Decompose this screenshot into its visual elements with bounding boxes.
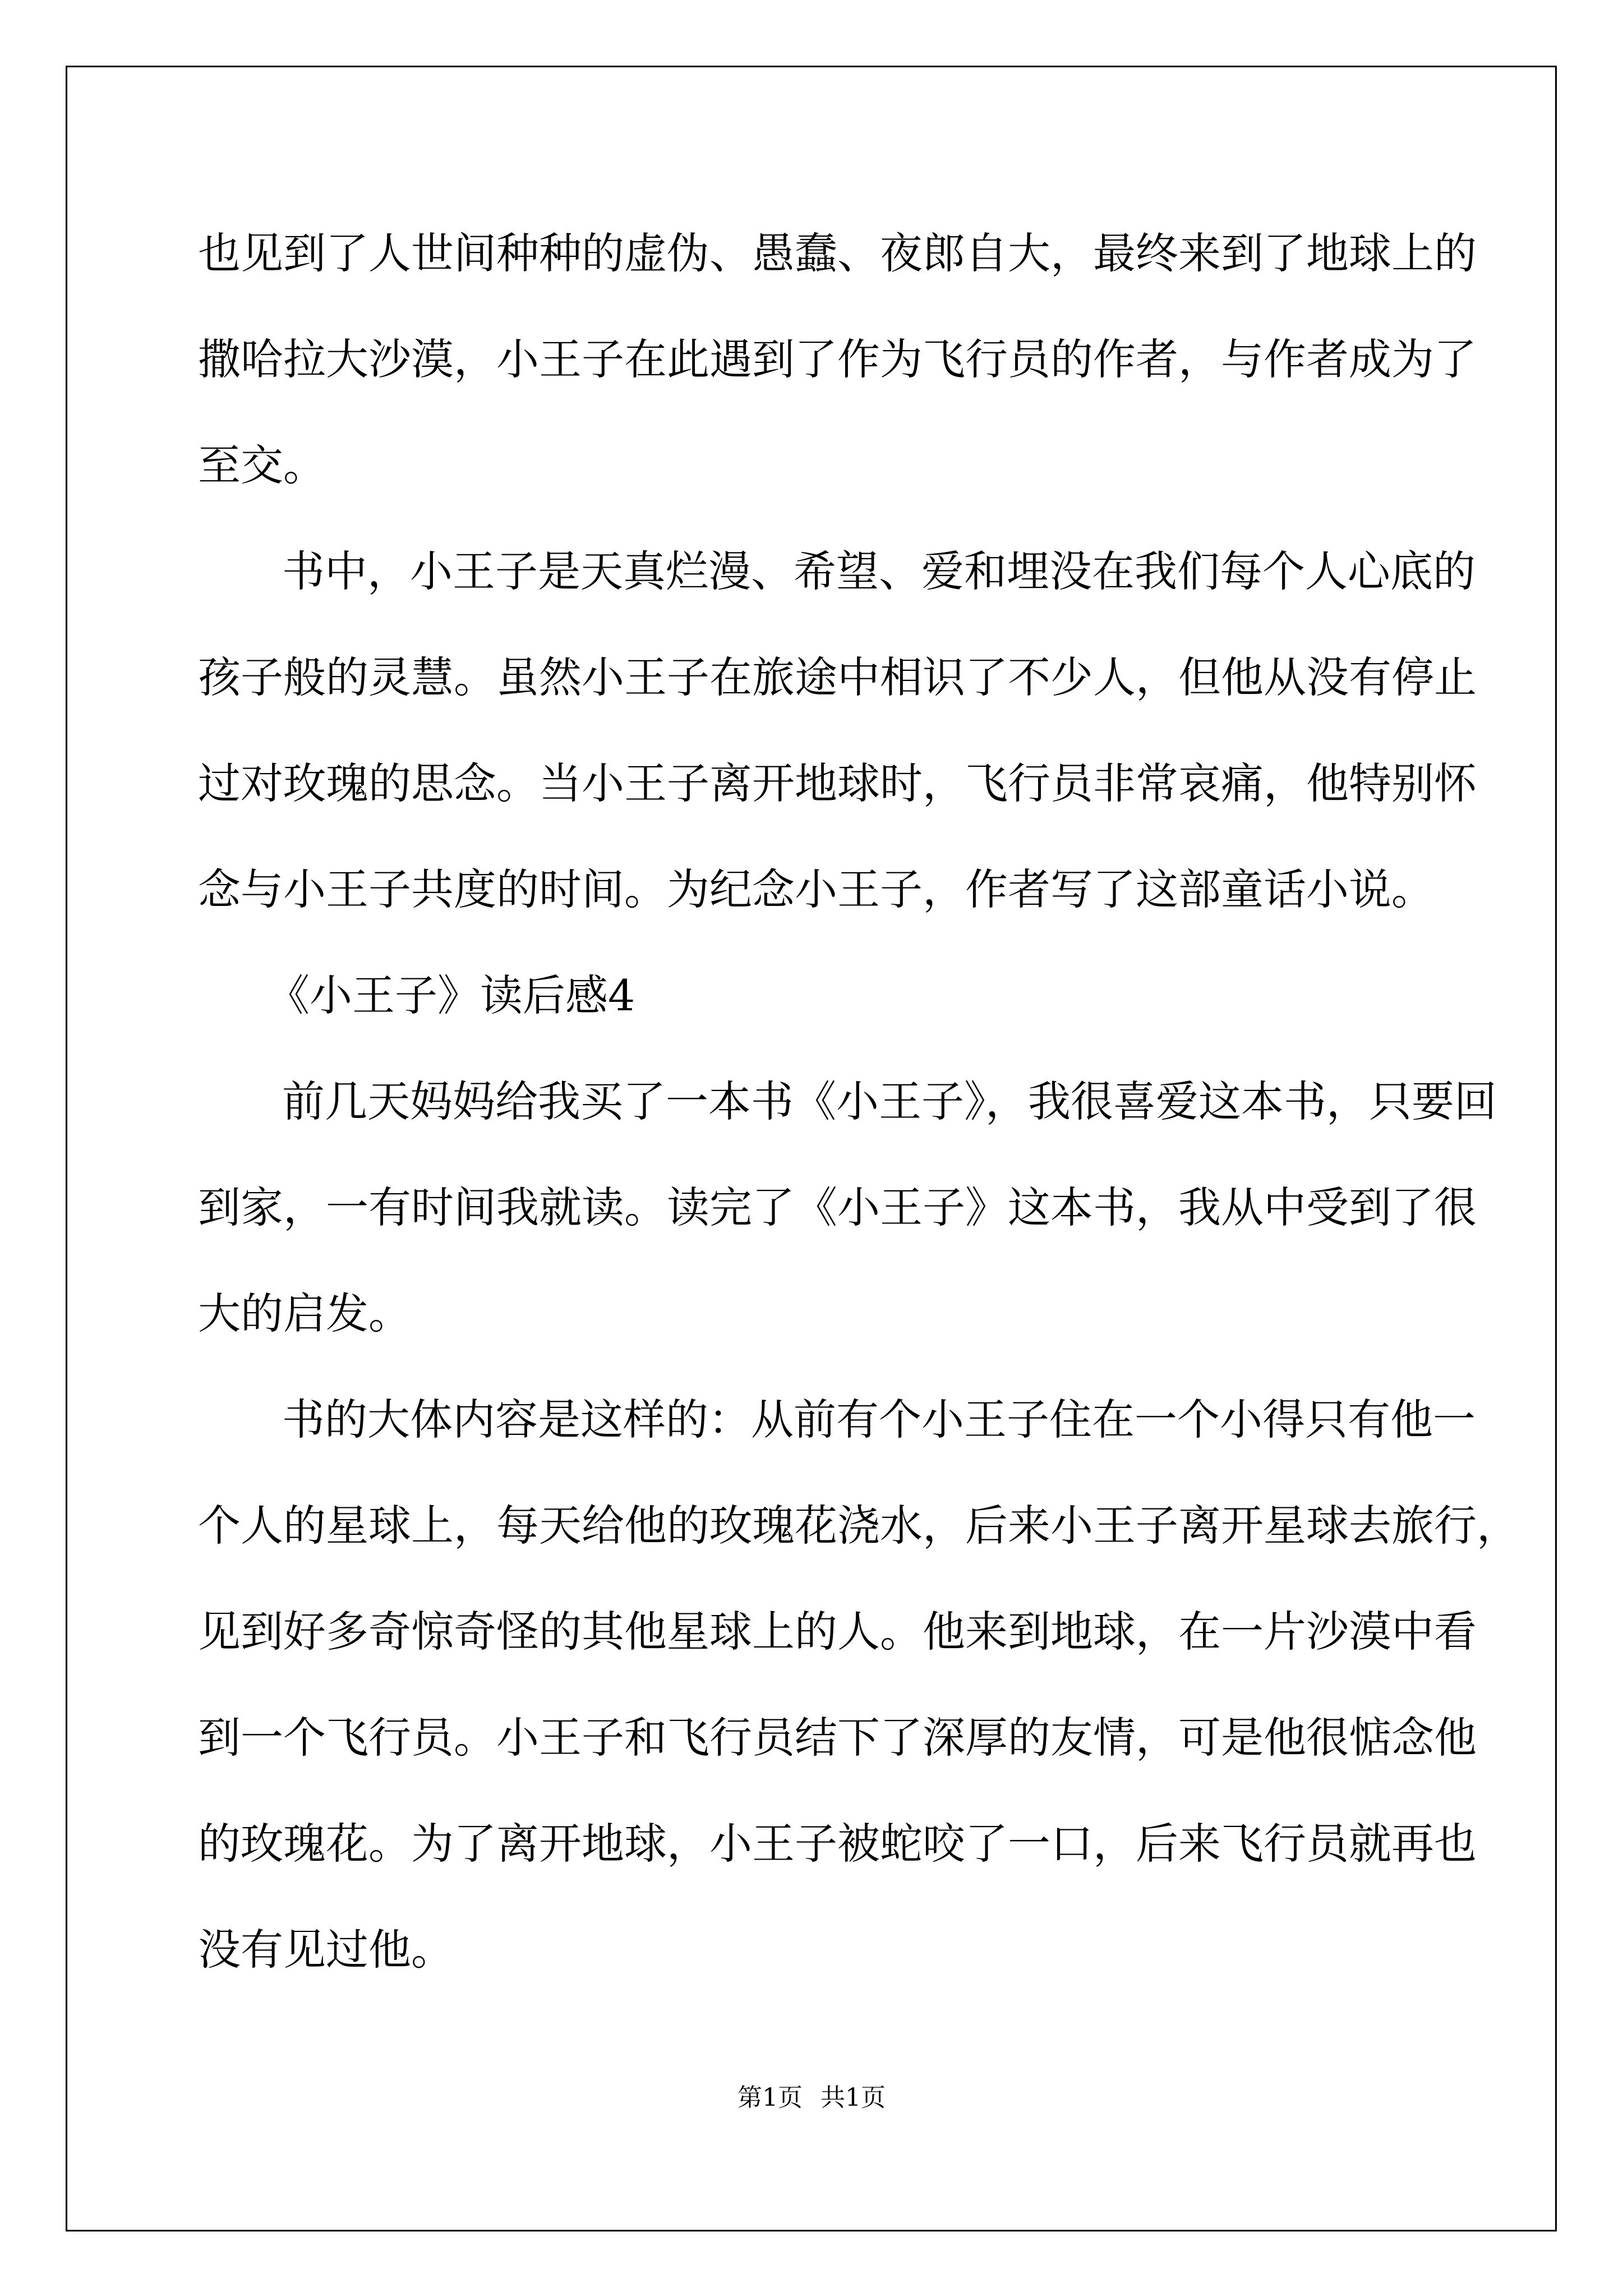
page-border [66,66,1557,2231]
text-line: 到家，一有时间我就读。读完了《小王子》这本书，我从中受到了很 [198,1182,1477,1232]
text-line: 孩子般的灵慧。虽然小王子在旅途中相识了不少人，但他从没有停止 [198,652,1477,702]
text-line: 撒哈拉大沙漠，小王子在此遇到了作为飞行员的作者，与作者成为了 [198,334,1477,384]
text-line: 的玫瑰花。为了离开地球，小王子被蛇咬了一口，后来飞行员就再也 [198,1819,1477,1869]
text-line: 也见到了人世间种种的虚伪、愚蠢、夜郎自大，最终来到了地球上的 [198,228,1477,278]
text-line: 过对玫瑰的思念。当小王子离开地球时，飞行员非常哀痛，他特别怀 [198,758,1477,808]
text-line: 书的大体内容是这样的：从前有个小王子住在一个小得只有他一 [282,1395,1476,1444]
text-line: 个人的星球上，每天给他的玫瑰花浇水，后来小王子离开星球去旅行， [198,1501,1519,1550]
text-line: 书中，小王子是天真烂漫、希望、爱和埋没在我们每个人心底的 [282,546,1476,596]
text-line: 至交。 [198,440,326,490]
section-heading: 《小王子》读后感4 [267,970,635,1020]
text-line: 念与小王子共度的时间。为纪念小王子，作者写了这部童话小说。 [198,864,1434,914]
text-line: 没有见过他。 [198,1925,454,1975]
text-line: 到一个飞行员。小王子和飞行员结下了深厚的友情，可是他很惦念他 [198,1713,1477,1763]
page-total: 共1页 [820,2083,886,2112]
text-line: 见到好多奇惊奇怪的其他星球上的人。他来到地球，在一片沙漠中看 [198,1607,1477,1657]
text-line: 大的启发。 [198,1289,411,1338]
page-number: 第1页 [737,2083,803,2112]
page-footer [0,2081,1623,2115]
text-line: 前几天妈妈给我买了一本书《小王子》，我很喜爱这本书，只要回 [282,1076,1497,1126]
